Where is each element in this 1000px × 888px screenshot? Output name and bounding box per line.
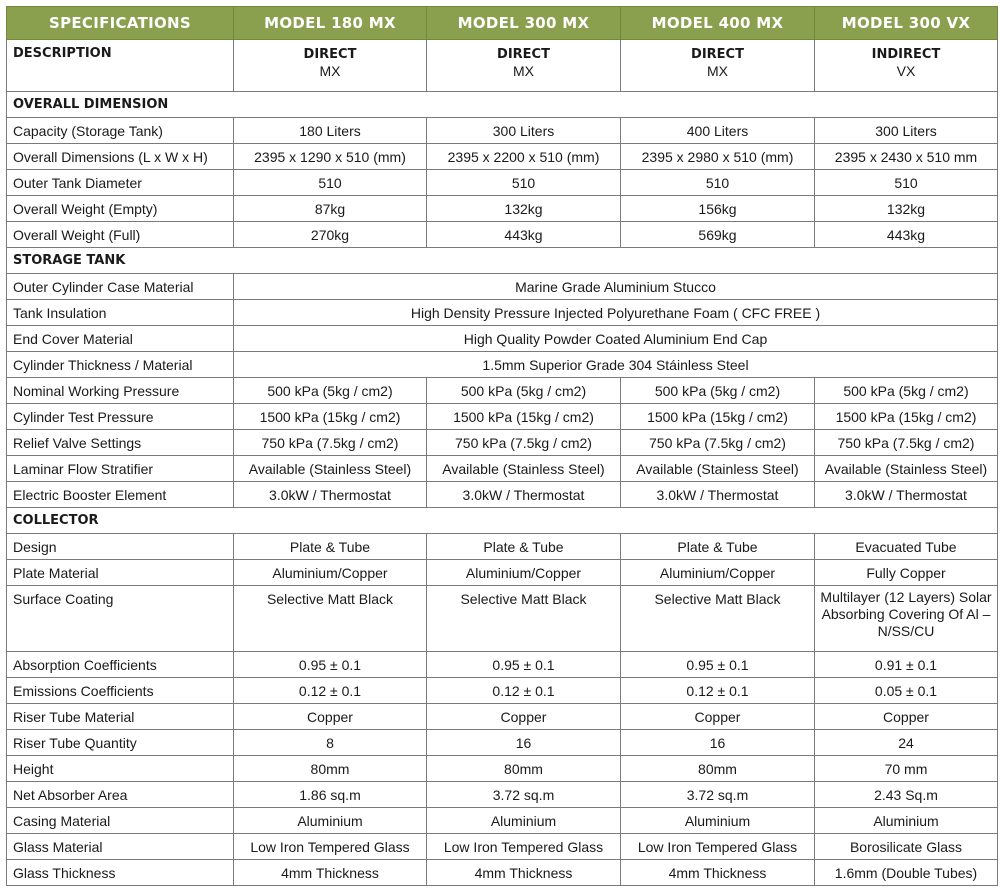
row-value: 16 [621, 730, 815, 756]
table-row [7, 704, 998, 730]
row-value: 510 [234, 170, 427, 196]
row-label: Overall Weight (Full) [7, 222, 234, 248]
table-row [7, 730, 998, 756]
row-value: Aluminium [621, 808, 815, 834]
table-row [7, 678, 998, 704]
description-code: VX [896, 63, 916, 79]
table-row [7, 196, 998, 222]
row-label: End Cover Material [7, 326, 234, 352]
row-value: 300 Liters [815, 118, 998, 144]
merged-value: High Quality Powder Coated Aluminium End Cap [234, 326, 998, 352]
row-value: Selective Matt Black [621, 586, 815, 652]
section-row [7, 92, 998, 118]
row-label: Tank Insulation [7, 300, 234, 326]
row-value: 132kg [427, 196, 621, 222]
row-value: 2395 x 2980 x 510 (mm) [621, 144, 815, 170]
row-value: 270kg [234, 222, 427, 248]
row-value: 300 Liters [427, 118, 621, 144]
header-model: MODEL 300 MX [427, 7, 621, 40]
row-value: Copper [815, 704, 998, 730]
row-value: 500 kPa (5kg / cm2) [234, 378, 427, 404]
row-value: 180 Liters [234, 118, 427, 144]
row-value: 0.05 ± 0.1 [815, 678, 998, 704]
table-row [7, 756, 998, 782]
table-row [7, 170, 998, 196]
description-cell [815, 40, 998, 92]
row-value: 750 kPa (7.5kg / cm2) [234, 430, 427, 456]
row-label: Design [7, 534, 234, 560]
row-value: 0.95 ± 0.1 [427, 652, 621, 678]
section-row [7, 248, 998, 274]
row-value: 80mm [621, 756, 815, 782]
row-value: Aluminium/Copper [234, 560, 427, 586]
row-value: 2395 x 1290 x 510 (mm) [234, 144, 427, 170]
row-label: Height [7, 756, 234, 782]
description-type: DIRECT [691, 47, 744, 62]
row-value: 3.0kW / Thermostat [234, 482, 427, 508]
merged-value: High Density Pressure Injected Polyurethane Foam ( CFC FREE ) [234, 300, 998, 326]
table-row [7, 352, 998, 378]
row-value: 16 [427, 730, 621, 756]
row-value: 80mm [234, 756, 427, 782]
row-value: Available (Stainless Steel) [427, 456, 621, 482]
row-label: Riser Tube Material [7, 704, 234, 730]
row-label: Cylinder Thickness / Material [7, 352, 234, 378]
table-row [7, 482, 998, 508]
header-row [7, 7, 998, 40]
row-label: Glass Thickness [7, 860, 234, 886]
row-value: Low Iron Tempered Glass [234, 834, 427, 860]
row-value: 0.91 ± 0.1 [815, 652, 998, 678]
header-model: MODEL 400 MX [621, 7, 815, 40]
description-code: MX [319, 63, 341, 79]
row-label: Glass Material [7, 834, 234, 860]
table-row [7, 300, 998, 326]
row-label: Laminar Flow Stratifier [7, 456, 234, 482]
row-value: Available (Stainless Steel) [815, 456, 998, 482]
specifications-table [6, 6, 998, 886]
description-row [7, 40, 998, 92]
row-value: 24 [815, 730, 998, 756]
row-value: Available (Stainless Steel) [621, 456, 815, 482]
row-value: Selective Matt Black [427, 586, 621, 652]
row-value: 3.0kW / Thermostat [427, 482, 621, 508]
row-value: Aluminium/Copper [621, 560, 815, 586]
header-model: MODEL 180 MX [234, 7, 427, 40]
row-value: 2.43 Sq.m [815, 782, 998, 808]
row-value: 156kg [621, 196, 815, 222]
spec-table-container [6, 6, 997, 886]
table-row [7, 560, 998, 586]
row-value: 400 Liters [621, 118, 815, 144]
section-title: COLLECTOR [7, 508, 998, 534]
row-value: 750 kPa (7.5kg / cm2) [427, 430, 621, 456]
row-value: Fully Copper [815, 560, 998, 586]
row-value: 443kg [427, 222, 621, 248]
row-value: 0.12 ± 0.1 [234, 678, 427, 704]
row-value: Selective Matt Black [234, 586, 427, 652]
row-value: Aluminium [234, 808, 427, 834]
row-label: Emissions Coefficients [7, 678, 234, 704]
section-title: STORAGE TANK [7, 248, 998, 274]
row-value: 500 kPa (5kg / cm2) [621, 378, 815, 404]
row-value: Plate & Tube [621, 534, 815, 560]
table-row [7, 430, 998, 456]
row-value: 1500 kPa (15kg / cm2) [234, 404, 427, 430]
row-value: 3.0kW / Thermostat [621, 482, 815, 508]
row-label: Surface Coating [7, 586, 234, 652]
row-value: 443kg [815, 222, 998, 248]
row-value: Aluminium/Copper [427, 560, 621, 586]
description-code: MX [513, 63, 534, 79]
row-value: 87kg [234, 196, 427, 222]
row-value: Low Iron Tempered Glass [427, 834, 621, 860]
table-row [7, 652, 998, 678]
description-type: DIRECT [497, 47, 550, 62]
row-value: 70 mm [815, 756, 998, 782]
description-code: MX [707, 63, 728, 79]
row-value: 2395 x 2200 x 510 (mm) [427, 144, 621, 170]
row-label: Riser Tube Quantity [7, 730, 234, 756]
row-value: 0.12 ± 0.1 [427, 678, 621, 704]
row-value: 0.95 ± 0.1 [621, 652, 815, 678]
table-row [7, 782, 998, 808]
row-value: 3.0kW / Thermostat [815, 482, 998, 508]
row-value: 569kg [621, 222, 815, 248]
row-label: Overall Weight (Empty) [7, 196, 234, 222]
row-value: 1500 kPa (15kg / cm2) [427, 404, 621, 430]
description-cell [621, 40, 815, 92]
row-label: Overall Dimensions (L x W x H) [7, 144, 234, 170]
description-type: DIRECT [303, 47, 357, 62]
row-value: 2395 x 2430 x 510 mm [815, 144, 998, 170]
row-value: 1.6mm (Double Tubes) [815, 860, 998, 886]
table-row [7, 860, 998, 886]
row-value: Aluminium [427, 808, 621, 834]
row-value: 0.95 ± 0.1 [234, 652, 427, 678]
row-value: 4mm Thickness [621, 860, 815, 886]
row-label: Net Absorber Area [7, 782, 234, 808]
row-value: Borosilicate Glass [815, 834, 998, 860]
row-value: 510 [427, 170, 621, 196]
section-row [7, 508, 998, 534]
row-label: Relief Valve Settings [7, 430, 234, 456]
merged-value: 1.5mm Superior Grade 304 Stáinless Steel [234, 352, 998, 378]
row-value: 3.72 sq.m [427, 782, 621, 808]
row-value: 1500 kPa (15kg / cm2) [621, 404, 815, 430]
row-label: Plate Material [7, 560, 234, 586]
table-row [7, 456, 998, 482]
table-row [7, 222, 998, 248]
row-value: Plate & Tube [234, 534, 427, 560]
row-value: 4mm Thickness [427, 860, 621, 886]
description-type: INDIRECT [871, 47, 941, 62]
row-value: Evacuated Tube [815, 534, 998, 560]
row-value: Low Iron Tempered Glass [621, 834, 815, 860]
row-value: 3.72 sq.m [621, 782, 815, 808]
table-row [7, 834, 998, 860]
table-row [7, 378, 998, 404]
row-value: Multilayer (12 Layers) Solar Absorbing Covering Of Al – N/SS/CU [815, 586, 998, 652]
row-label: Outer Cylinder Case Material [7, 274, 234, 300]
row-value: Copper [234, 704, 427, 730]
row-value: 750 kPa (7.5kg / cm2) [815, 430, 998, 456]
row-value: Aluminium [815, 808, 998, 834]
section-title: OVERALL DIMENSION [7, 92, 998, 118]
merged-value: Marine Grade Aluminium Stucco [234, 274, 998, 300]
row-label: Outer Tank Diameter [7, 170, 234, 196]
row-value: 510 [621, 170, 815, 196]
header-specifications: SPECIFICATIONS [7, 7, 234, 40]
row-value: Available (Stainless Steel) [234, 456, 427, 482]
row-value: 510 [815, 170, 998, 196]
row-value: 500 kPa (5kg / cm2) [815, 378, 998, 404]
row-value: 1500 kPa (15kg / cm2) [815, 404, 998, 430]
row-label: Absorption Coefficients [7, 652, 234, 678]
table-row [7, 118, 998, 144]
row-label: Electric Booster Element [7, 482, 234, 508]
table-row [7, 808, 998, 834]
description-label: DESCRIPTION [7, 40, 234, 92]
table-row [7, 144, 998, 170]
description-cell [234, 40, 427, 92]
row-value: Copper [621, 704, 815, 730]
row-value: Copper [427, 704, 621, 730]
table-row [7, 534, 998, 560]
row-label: Cylinder Test Pressure [7, 404, 234, 430]
table-row [7, 586, 998, 652]
row-value: 132kg [815, 196, 998, 222]
description-cell [427, 40, 621, 92]
row-label: Nominal Working Pressure [7, 378, 234, 404]
row-value: 4mm Thickness [234, 860, 427, 886]
row-value: 500 kPa (5kg / cm2) [427, 378, 621, 404]
row-value: 750 kPa (7.5kg / cm2) [621, 430, 815, 456]
row-value: 0.12 ± 0.1 [621, 678, 815, 704]
row-label: Capacity (Storage Tank) [7, 118, 234, 144]
table-row [7, 326, 998, 352]
row-label: Casing Material [7, 808, 234, 834]
row-value: 80mm [427, 756, 621, 782]
table-row [7, 404, 998, 430]
row-value: 1.86 sq.m [234, 782, 427, 808]
header-model: MODEL 300 VX [815, 7, 998, 40]
row-value: 8 [234, 730, 427, 756]
table-row [7, 274, 998, 300]
row-value: Plate & Tube [427, 534, 621, 560]
